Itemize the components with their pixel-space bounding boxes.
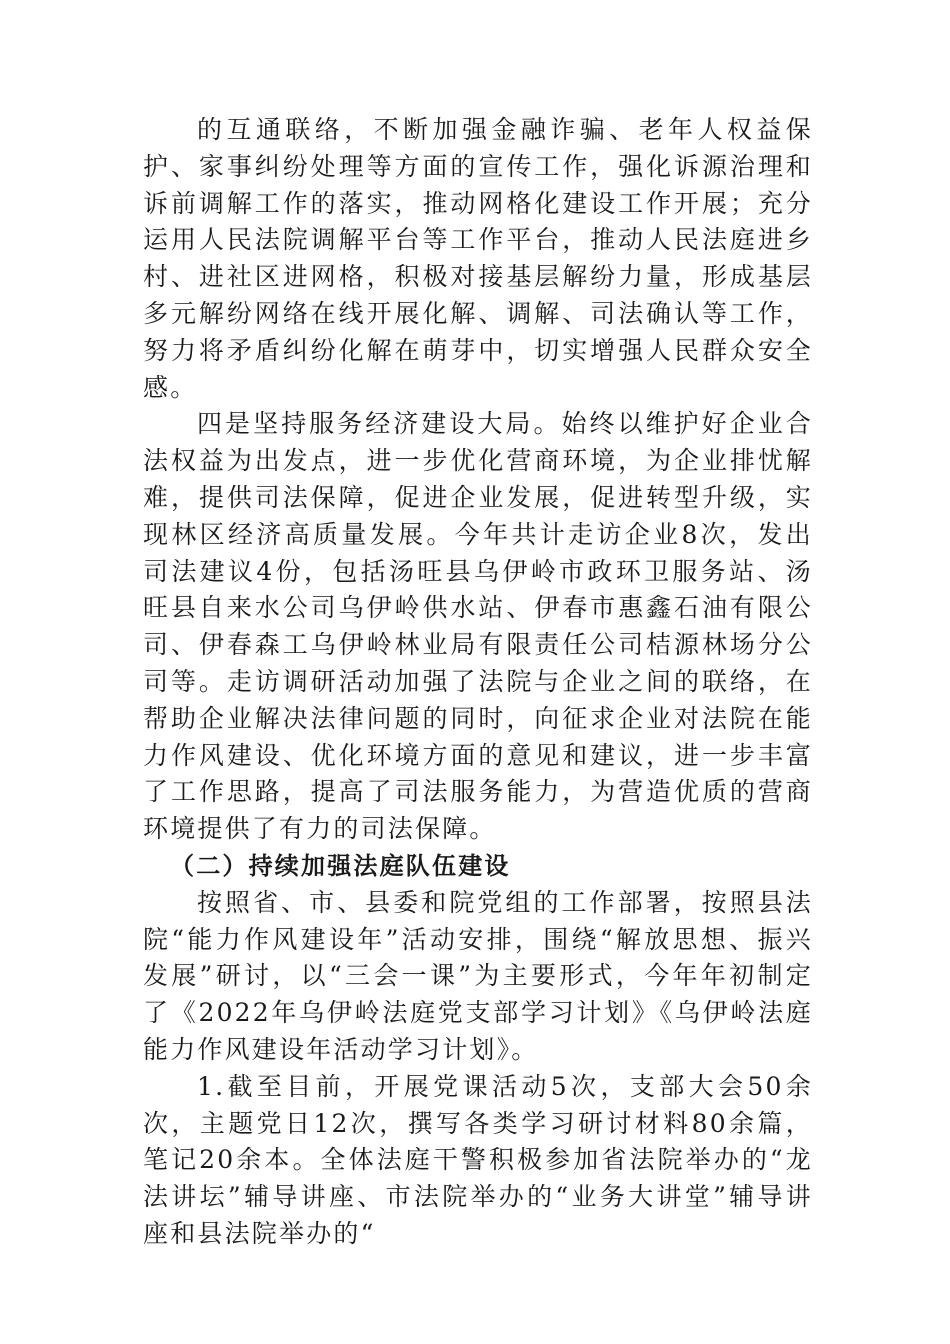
section-heading-team-building: （二）持续加强法庭队伍建设: [170, 851, 511, 880]
paragraph-mediation: 的互通联络，不断加强金融诈骗、老年人权益保护、家事纠纷处理等方面的宣传工作，强化诉源治理和诉前调解工作的落实，推动网格化建设工作开展；充分运用人民法院调解平台等工作平台，推动人民法庭进乡村、进社区进网格，积极对接基层解纷力量，形成基层多元解纷网络在线开展化解、调解、司法确认等工作，努力将矛盾纠纷化解在萌芽中，切实增强人民群众安全感。: [143, 115, 813, 402]
paragraph-study-plan: 按照省、市、县委和院党组的工作部署，按照县法院“能力作风建设年”活动安排，围绕“解放思想、振兴发展”研讨，以“三会一课”为主要形式，今年年初制定了《2022年乌伊岭法庭党支部学习计划》《乌伊岭法庭能力作风建设年活动学习计划》。: [143, 887, 813, 1064]
paragraph-economic-service: 四是坚持服务经济建设大局。始终以维护好企业合法权益为出发点，进一步优化营商环境，为企业排忧解难，提供司法保障，促进企业发展，促进转型升级，实现林区经济高质量发展。今年共计走访企业8次，发出司法建议4份，包括汤旺县乌伊岭市政环卫服务站、汤旺县自来水公司乌伊岭供水站、伊春市惠鑫石油有限公司、伊春森工乌伊岭林业局有限责任公司桔源林场分公司等。走访调研活动加强了法院与企业之间的联络，在帮助企业解决法律问题的同时，向征求企业对法院在能力作风建设、优化环境方面的意见和建议，进一步丰富了工作思路，提高了司法服务能力，为营造优质的营商环境提供了有力的司法保障。: [143, 409, 813, 844]
paragraph-party-activities: 1.截至目前，开展党课活动5次，支部大会50余次，主题党日12次，撰写各类学习研讨材料80余篇，笔记20余本。全体法庭干警积极参加省法院举办的“龙法讲坛”辅导讲座、市法院举办的“业务大讲堂”辅导讲座和县法院举办的“: [143, 1071, 813, 1248]
document-body: [143, 112, 813, 1253]
